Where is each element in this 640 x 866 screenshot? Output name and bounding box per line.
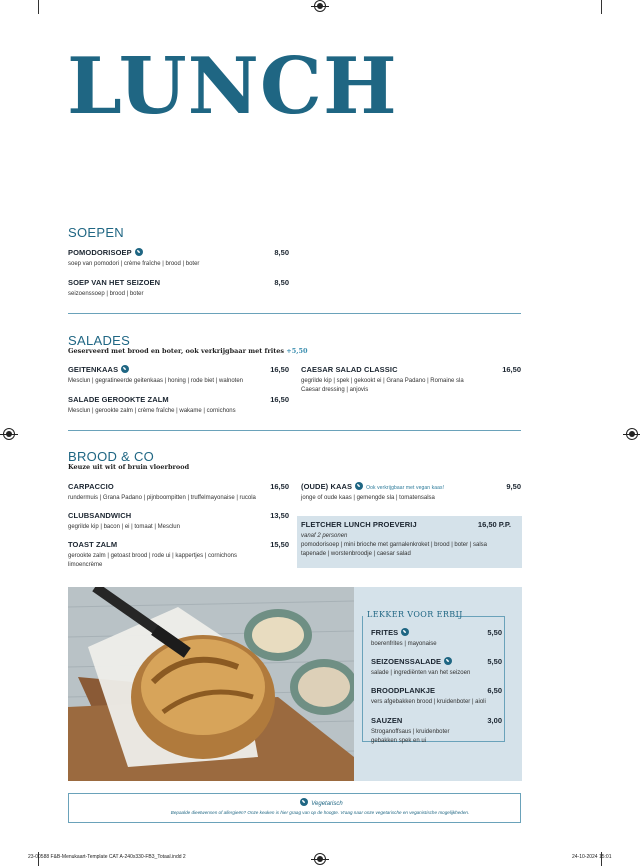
item-name: SOEP VAN HET SEIZOEN [68, 278, 161, 287]
side-item [371, 716, 502, 746]
footer-legend [0, 798, 640, 807]
item-description: jonge of oude kaas | gemengde sla | tomatensalsa [301, 495, 435, 501]
item-description: soep van pomodori | crème fraîche | brood | boter [68, 261, 200, 267]
section-title-brood: BROOD & CO [68, 449, 155, 464]
bread-photo [68, 587, 354, 781]
item-name: CAESAR SALAD CLASSIC [301, 365, 398, 374]
item-name: SAUZEN [371, 716, 403, 725]
item-price: 5,50 [487, 628, 502, 637]
item-description: vers afgebakken brood | kruidenboter | aioli [371, 699, 486, 705]
vegetarian-icon [401, 628, 409, 636]
menu-item [68, 278, 289, 299]
item-name: TOAST ZALM [68, 540, 118, 549]
registration-mark-icon [314, 853, 326, 865]
item-price: 16,50 P.P. [477, 520, 511, 529]
item-description: pomodorisoep | mini brioche met garnalenkroket | brood | boter | salsa [301, 542, 487, 548]
subtitle-surcharge: +5,50 [286, 347, 308, 355]
item-price: 6,50 [487, 686, 502, 695]
vegetarian-icon [121, 365, 129, 373]
item-description: Mesclun | gerookte zalm | crème fraîche | wakame | cornichons [68, 408, 236, 414]
side-item [371, 628, 502, 649]
item-description: Mesclun | gegratineerde geitenkaas | honing | rode biet | walnoten [68, 378, 244, 384]
menu-item [68, 540, 289, 570]
side-item [371, 657, 502, 678]
item-description: seizoenssoep | brood | boter [68, 291, 144, 297]
item-price: 9,50 [506, 482, 521, 491]
item-price: 13,50 [270, 511, 289, 520]
print-slug-right: 24-10-2024 15:01 [572, 854, 612, 860]
vegetarian-icon [355, 482, 363, 490]
menu-item [301, 482, 521, 503]
print-slug-left: 23-00588 F&B-Menukaart-Template CAT A-240x330-FB3_Totaal.indd 2 [28, 854, 186, 860]
item-price: 16,50 [270, 395, 289, 404]
item-name: SALADE GEROOKTE ZALM [68, 395, 169, 404]
item-name: CARPACCIO [68, 482, 114, 491]
item-price: 8,50 [274, 248, 289, 257]
item-name: BROODPLANKJE [371, 686, 436, 695]
item-description: boerenfrites | mayonaise [371, 641, 437, 647]
item-price: 5,50 [487, 657, 502, 666]
section-title-soepen: SOEPEN [68, 225, 124, 240]
item-price: 3,00 [487, 716, 502, 725]
vegetarian-icon [300, 798, 308, 806]
registration-mark-icon [626, 428, 638, 440]
item-description: gegrilde kip | bacon | ei | tomaat | Mesclun [68, 524, 180, 530]
menu-item [68, 482, 289, 503]
item-description-cont: tapenade | worstenbroodje | caesar salad [301, 551, 411, 557]
registration-mark-icon [3, 428, 15, 440]
menu-item [68, 365, 289, 386]
item-subnote: vanaf 2 personen [301, 533, 348, 539]
menu-item [68, 511, 289, 532]
item-description: Stroganoffsaus | kruidenboter [371, 729, 450, 735]
side-item [371, 686, 502, 707]
vegetarian-icon [444, 657, 452, 665]
item-name: POMODORISOEP [68, 248, 132, 257]
item-note: Ook verkrijgbaar met vegan kaas! [366, 485, 445, 491]
menu-item-fletcher [301, 520, 511, 559]
bread-photo-illustration [68, 587, 354, 781]
item-name: GEITENKAAS [68, 365, 119, 374]
registration-mark-icon [314, 0, 326, 12]
item-description: salade | ingrediënten van het seizoen [371, 670, 471, 676]
subtitle-text: Geserveerd met brood en boter, ook verkrijgbaar met frites [68, 347, 285, 355]
item-description: gerookte zalm | getoast brood | rode ui | kappertjes | cornichons [68, 553, 237, 559]
page-title: LUNCH [67, 41, 398, 132]
item-description-cont: gebakken spek en ui [371, 738, 427, 744]
vegetarian-icon [135, 248, 143, 256]
item-name: (OUDE) KAAS [301, 482, 353, 491]
menu-item [68, 395, 289, 416]
item-price: 15,50 [270, 540, 289, 549]
item-price: 8,50 [274, 278, 289, 287]
item-price: 16,50 [270, 365, 289, 374]
section-title-salades: SALADES [68, 333, 131, 348]
item-description: rundermuis | Grana Padano | pijnboompitten | truffelmayonaise | rucola [68, 495, 256, 501]
menu-item [68, 248, 289, 269]
menu-item [301, 365, 521, 395]
item-description-cont: Caesar dressing | anjovis [301, 387, 369, 393]
section-subtitle [68, 347, 308, 355]
footer-allergy-note: Bepaalde dieetwensen of allergieën? Onze keuken is hier graag van op de hoogte. Vraag naar onze vegetarische en veganistische mogelijkheden. [170, 810, 470, 815]
item-name: SEIZOENSSALADE [371, 657, 442, 666]
section-divider [68, 430, 521, 431]
item-name: CLUBSANDWICH [68, 511, 132, 520]
crop-mark [38, 0, 39, 14]
item-description-cont: limoencrème [68, 562, 103, 568]
section-divider [68, 313, 521, 314]
item-name: FLETCHER LUNCH PROEVERIJ [301, 520, 417, 529]
item-price: 16,50 [502, 365, 521, 374]
item-price: 16,50 [270, 482, 289, 491]
legend-label: Vegetarisch [311, 801, 343, 807]
side-dishes-title: LEKKER VOOR ERBIJ [367, 610, 463, 619]
crop-mark [601, 0, 602, 14]
section-subtitle: Keuze uit wit of bruin vloerbrood [68, 463, 190, 471]
item-description: gegrilde kip | spek | gekookt ei | Grana Padano | Romaine sla [301, 378, 464, 384]
item-name: FRITES [371, 628, 399, 637]
